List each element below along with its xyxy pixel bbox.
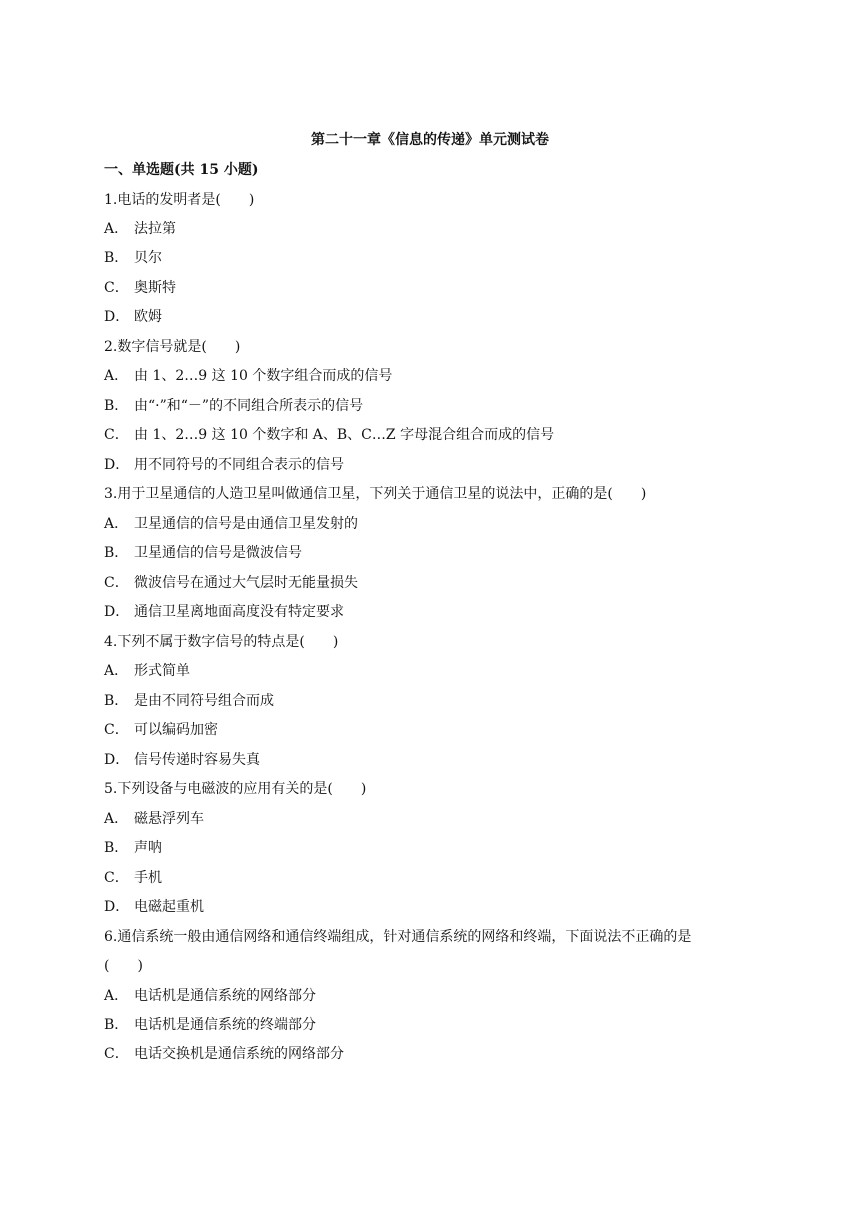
question-4-option-d <box>104 750 764 770</box>
option-text: 是由不同符号组合而成 <box>134 693 274 709</box>
option-text: 欧姆 <box>134 309 162 325</box>
option-text: 卫星通信的信号是微波信号 <box>134 545 302 561</box>
option-letter: C． <box>104 1046 129 1062</box>
option-letter: C． <box>104 722 129 738</box>
section-heading: 一、单选题(共 15 小题) <box>104 162 259 178</box>
option-text: 手机 <box>134 870 162 886</box>
option-letter: B． <box>104 1017 129 1033</box>
option-letter: D． <box>104 752 130 768</box>
option-text: 可以编码加密 <box>134 722 218 738</box>
option-letter: C． <box>104 280 129 296</box>
option-text: 法拉第 <box>134 221 176 237</box>
option-letter: A． <box>104 811 129 827</box>
option-text: 形式简单 <box>134 663 190 679</box>
question-5-option-d <box>104 897 764 917</box>
option-letter: A． <box>104 516 129 532</box>
question-2-option-b <box>104 396 764 416</box>
option-letter: D． <box>104 604 130 620</box>
option-letter: D． <box>104 309 130 325</box>
document-title: 第二十一章《信息的传递》单元测试卷 <box>311 132 549 148</box>
question-4-option-b <box>104 691 764 711</box>
option-text: 电磁起重机 <box>134 899 204 915</box>
question-6-stem: 6.通信系统一般由通信网络和通信终端组成，针对通信系统的网络和终端，下面说法不正确的是 <box>104 929 692 945</box>
option-text: 电话交换机是通信系统的网络部分 <box>134 1046 344 1062</box>
option-text: 电话机是通信系统的终端部分 <box>134 1017 316 1033</box>
option-text: 电话机是通信系统的网络部分 <box>134 988 316 1004</box>
option-letter: B． <box>104 398 129 414</box>
option-text: 由 1、2…9 这 10 个数字和 A、B、C…Z 字母混合组合而成的信号 <box>134 427 555 443</box>
option-letter: B． <box>104 545 129 561</box>
question-2-stem: 2.数字信号就是( ) <box>104 339 241 355</box>
question-3-option-a <box>104 514 764 534</box>
question-2-option-a <box>104 366 764 386</box>
option-letter: C． <box>104 575 129 591</box>
question-5-stem: 5.下列设备与电磁波的应用有关的是( ) <box>104 781 367 797</box>
option-letter: A． <box>104 988 129 1004</box>
question-4-stem: 4.下列不属于数字信号的特点是( ) <box>104 634 339 650</box>
question-6-option-b <box>104 1015 764 1035</box>
question-5-option-b <box>104 838 764 858</box>
question-3-stem: 3.用于卫星通信的人造卫星叫做通信卫星，下列关于通信卫星的说法中，正确的是( ) <box>104 486 647 502</box>
option-letter: C． <box>104 870 129 886</box>
question-1-option-a <box>104 219 764 239</box>
question-3-option-b <box>104 543 764 563</box>
question-6-option-a <box>104 986 764 1006</box>
option-letter: B． <box>104 250 129 266</box>
option-text: 贝尔 <box>134 250 162 266</box>
option-text: 磁悬浮列车 <box>134 811 204 827</box>
option-letter: D． <box>104 457 130 473</box>
option-letter: A． <box>104 221 129 237</box>
question-1-option-c <box>104 278 764 298</box>
option-text: 微波信号在通过大气层时无能量损失 <box>134 575 358 591</box>
question-1-option-d <box>104 307 764 327</box>
question-4-option-c <box>104 720 764 740</box>
question-2-option-c <box>104 425 764 445</box>
option-letter: A． <box>104 663 129 679</box>
option-text: 由“·”和“－”的不同组合所表示的信号 <box>134 398 364 414</box>
option-text: 奥斯特 <box>134 280 176 296</box>
question-6-stem-continued: ( ) <box>104 958 143 974</box>
question-5-option-a <box>104 809 764 829</box>
question-4-option-a <box>104 661 764 681</box>
option-letter: B． <box>104 840 129 856</box>
question-3-option-d <box>104 602 764 622</box>
question-2-option-d <box>104 455 764 475</box>
question-5-option-c <box>104 868 764 888</box>
option-letter: D． <box>104 899 130 915</box>
option-letter: A． <box>104 368 129 384</box>
option-text: 由 1、2…9 这 10 个数字组合而成的信号 <box>134 368 393 384</box>
question-1-stem: 1.电话的发明者是( ) <box>104 192 255 208</box>
question-3-option-c <box>104 573 764 593</box>
question-6-option-c <box>104 1044 764 1064</box>
option-text: 通信卫星离地面高度没有特定要求 <box>134 604 344 620</box>
option-letter: B． <box>104 693 129 709</box>
option-text: 信号传递时容易失真 <box>134 752 260 768</box>
option-text: 卫星通信的信号是由通信卫星发射的 <box>134 516 358 532</box>
option-text: 声呐 <box>134 840 162 856</box>
option-text: 用不同符号的不同组合表示的信号 <box>134 457 344 473</box>
option-letter: C． <box>104 427 129 443</box>
question-1-option-b <box>104 248 764 268</box>
